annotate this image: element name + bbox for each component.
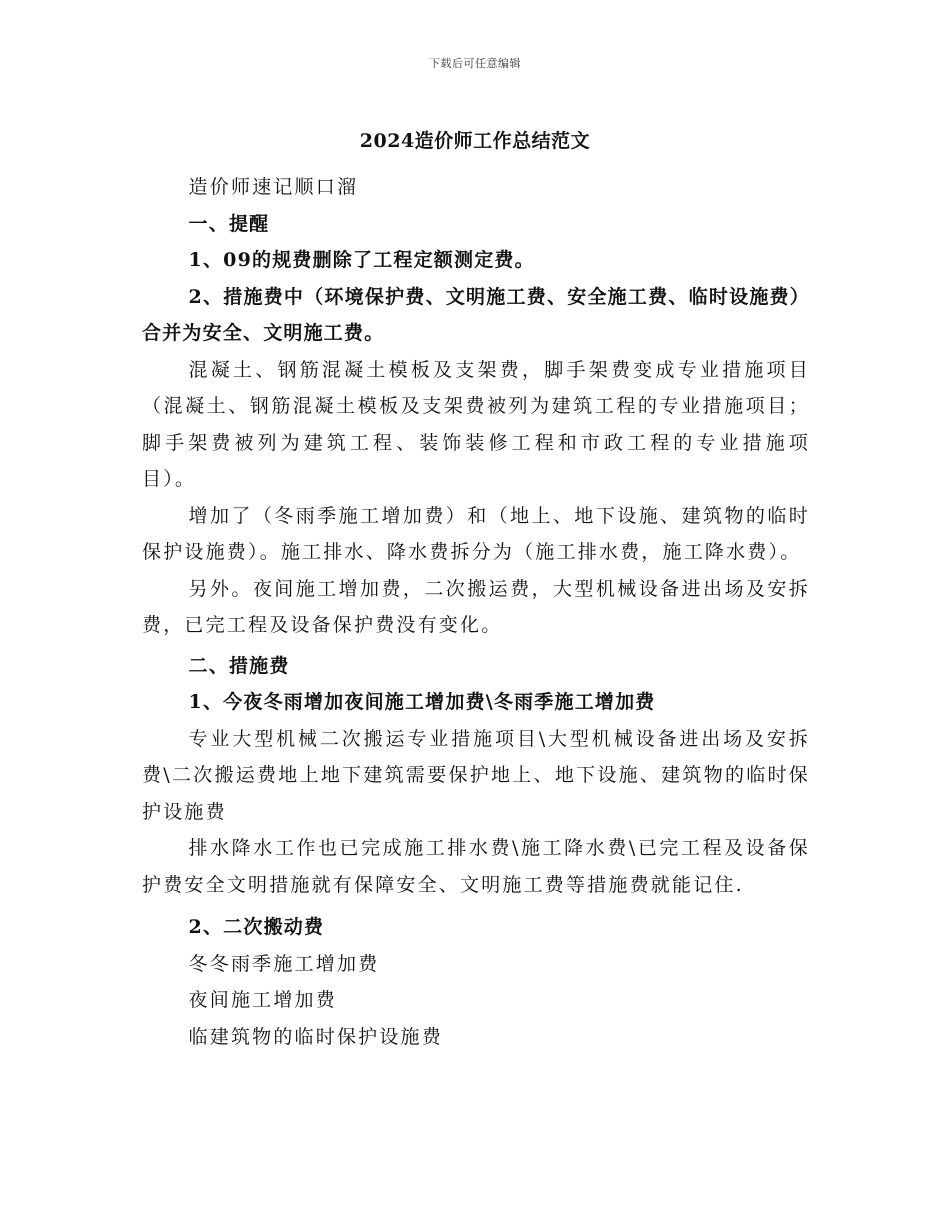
paragraph-added-fees: 增加了（冬雨季施工增加费）和（地上、地下设施、建筑物的临时保护设施费）。施工排水、降水费拆分为（施工排水费，施工降水费）。 (142, 504, 810, 563)
list-line-night-fee: 夜间施工增加费 (188, 989, 337, 1011)
document-body (142, 169, 810, 1055)
document-title: 2024造价师工作总结范文 (359, 130, 591, 152)
list-item-mnemonic-1: 1、今夜冬雨增加夜间施工增加费\冬雨季施工增加费 (188, 691, 656, 713)
list-line-protection-fee: 临建筑物的临时保护设施费 (188, 1025, 443, 1048)
paragraph-intro: 造价师速记顺口溜 (188, 176, 359, 198)
section-heading-1: 一、提醒 (188, 212, 270, 235)
paragraph-unchanged-fees: 另外。夜间施工增加费，二次搬运费，大型机械设备进出场及安拆费，已完工程及设备保护费没有变化。 (142, 577, 810, 636)
list-item-1: 1、09的规费删除了工程定额测定费。 (188, 249, 535, 271)
list-item-mnemonic-2: 2、二次搬动费 (188, 916, 325, 938)
section-heading-2: 二、措施费 (188, 654, 290, 677)
paragraph-mnemonic-drainage: 排水降水工作也已完成施工排水费\施工降水费\已完工程及设备保护费安全文明措施就有保障安全、文明施工费等措施费就能记住. (142, 837, 810, 896)
list-item-2: 2、措施费中（环境保护费、文明施工费、安全施工费、临时设施费）合并为安全、文明施工费。 (142, 285, 810, 344)
header-note: 下载后可任意编辑 (429, 57, 521, 70)
paragraph-mnemonic-machinery: 专业大型机械二次搬运专业措施项目\大型机械设备进出场及安拆费\二次搬运费地上地下建筑需要保护地上、地下设施、建筑物的临时保护设施费 (142, 727, 810, 823)
list-line-winter-fee: 冬冬雨季施工增加费 (188, 952, 380, 975)
paragraph-formwork: 混凝土、钢筋混凝土模板及支架费，脚手架费变成专业措施项目（混凝土、钢筋混凝土模板及支架费被列为建筑工程的专业措施项目；脚手架费被列为建筑工程、装饰装修工程和市政工程的专业措施项目）。 (142, 358, 810, 490)
